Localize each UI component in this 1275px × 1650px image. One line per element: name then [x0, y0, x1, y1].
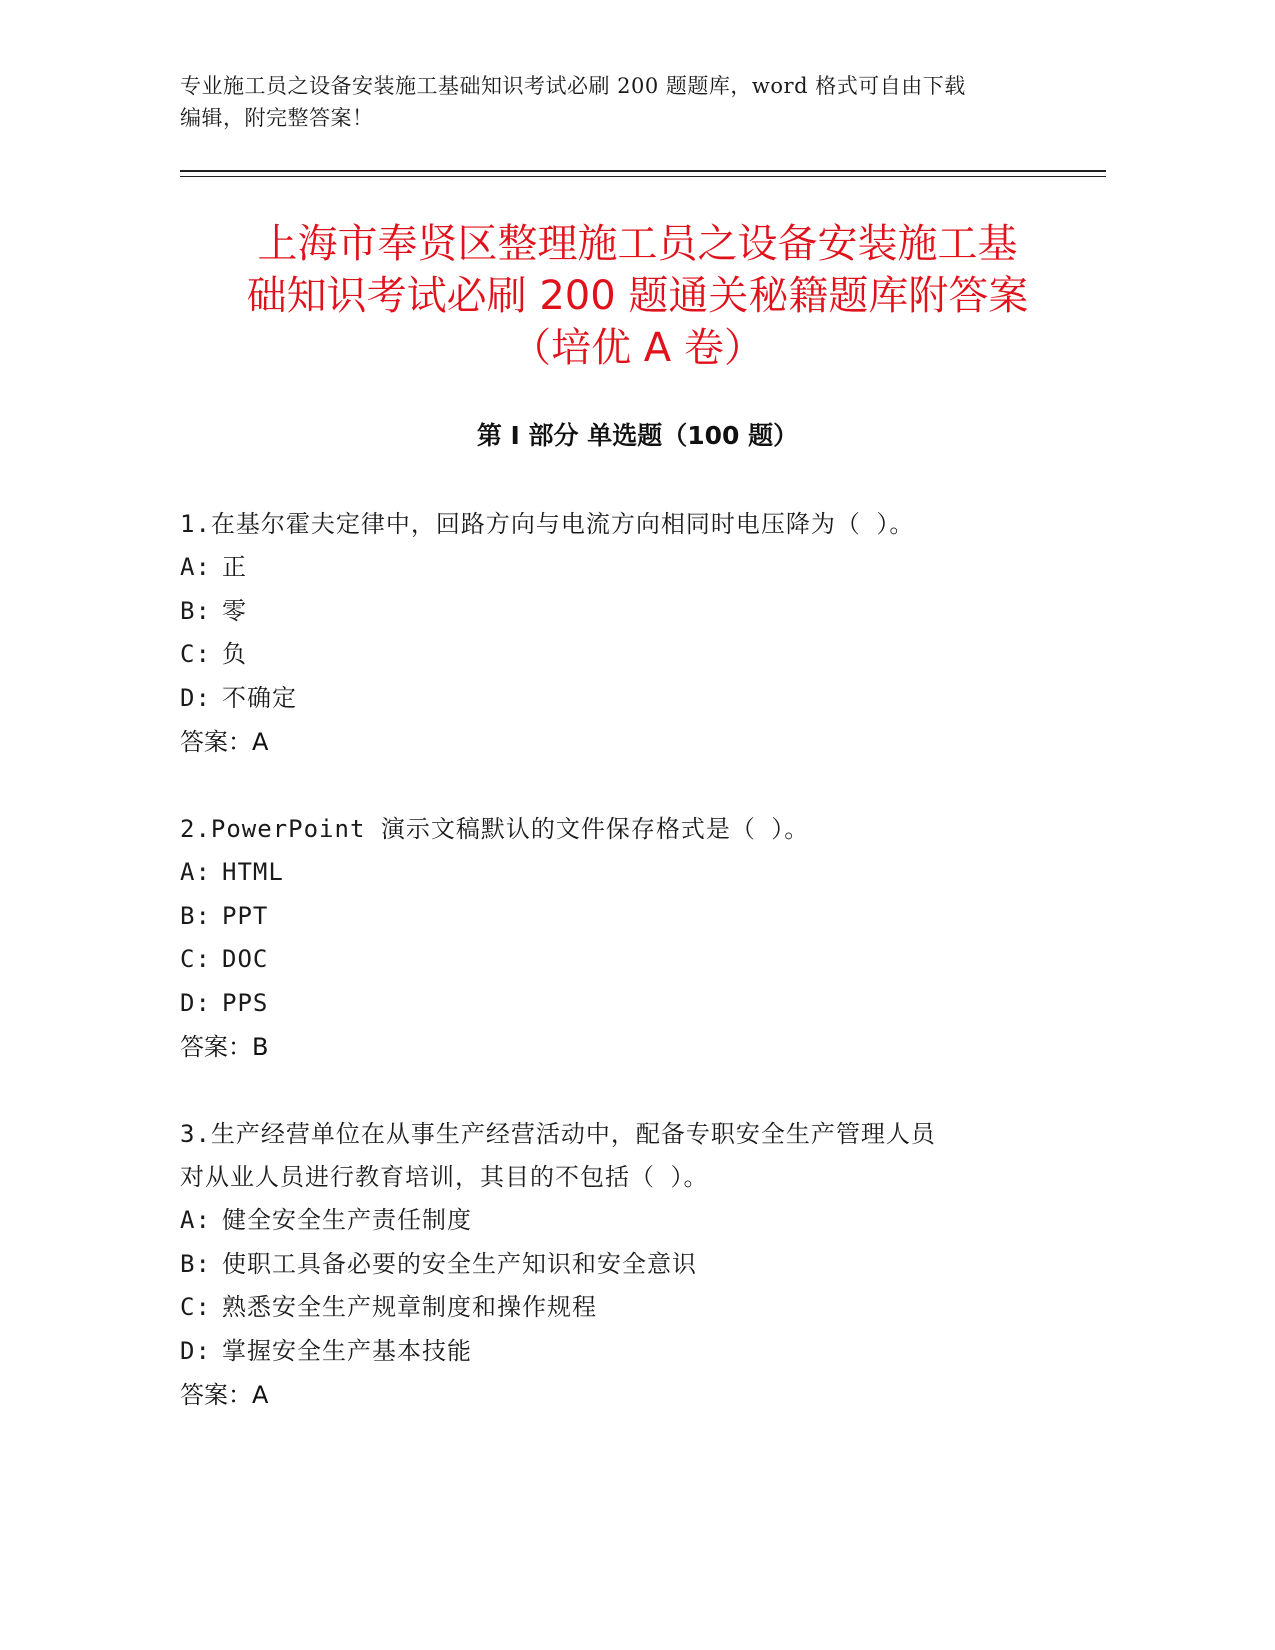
- option-letter: B:: [180, 596, 211, 625]
- document-title-line: 上海市奉贤区整理施工员之设备安装施工基: [257, 221, 1018, 267]
- option-text: PPS: [222, 988, 269, 1017]
- option-c: [180, 938, 1080, 982]
- option-text: 负: [222, 640, 247, 668]
- option-text: 正: [222, 553, 247, 581]
- header-note-line: 编辑，附完整答案！: [180, 106, 374, 130]
- answer-line: 答案：B: [180, 1033, 269, 1061]
- option-letter: C:: [180, 1293, 211, 1321]
- option-letter: C:: [180, 640, 211, 668]
- option-text: 使职工具备必要的安全生产知识和安全意识: [222, 1249, 697, 1278]
- option-d: [180, 1330, 1080, 1374]
- option-c: [180, 1286, 1080, 1330]
- option-text: PPT: [222, 901, 269, 930]
- option-a: [180, 851, 1080, 895]
- question-stem: 2.PowerPoint 演示文稿默认的文件保存格式是（ ）。: [180, 815, 810, 843]
- option-letter: A:: [180, 553, 211, 581]
- header-note: [180, 70, 1060, 134]
- option-letter: A:: [180, 1206, 211, 1234]
- question-3: [180, 1113, 1080, 1417]
- option-text: 不确定: [222, 683, 297, 712]
- header-divider-thick: [180, 170, 1106, 172]
- option-letter: D:: [180, 988, 211, 1017]
- option-letter: D:: [180, 1336, 211, 1365]
- option-text: 熟悉安全生产规章制度和操作规程: [222, 1293, 597, 1321]
- document-title-line: 础知识考试必刷 200 题通关秘籍题库附答案: [246, 273, 1029, 319]
- option-letter: B:: [180, 1249, 211, 1278]
- section-heading: 第 I 部分 单选题（100 题）: [476, 421, 799, 450]
- answer-line: 答案：A: [180, 728, 269, 756]
- option-c: [180, 633, 1080, 677]
- option-text: 健全安全生产责任制度: [222, 1206, 472, 1234]
- option-letter: A:: [180, 858, 211, 886]
- header-note-line: 专业施工员之设备安装施工基础知识考试必刷 200 题题库，word 格式可自由下载: [180, 74, 966, 98]
- question-2: [180, 808, 1080, 1069]
- header-divider-thin: [180, 176, 1106, 177]
- option-text: HTML: [222, 858, 284, 886]
- answer-line: 答案：A: [180, 1381, 269, 1409]
- option-text: 掌握安全生产基本技能: [222, 1336, 472, 1365]
- option-a: [180, 546, 1080, 590]
- question-stem: 对从业人员进行教育培训，其目的不包括（ ）。: [180, 1163, 709, 1191]
- option-d: [180, 982, 1080, 1026]
- option-b: [180, 895, 1080, 939]
- option-b: [180, 1243, 1080, 1287]
- document-title: [150, 218, 1125, 374]
- option-text: 零: [222, 596, 247, 625]
- option-d: [180, 677, 1080, 721]
- document-title-line: （培优 A 卷）: [511, 325, 764, 371]
- question-stem: 1.在基尔霍夫定律中，回路方向与电流方向相同时电压降为（ ）。: [180, 510, 915, 538]
- question-stem: 3.生产经营单位在从事生产经营活动中，配备专职安全生产管理人员: [180, 1120, 936, 1148]
- option-letter: C:: [180, 945, 211, 973]
- question-1: [180, 503, 1080, 764]
- option-text: DOC: [222, 945, 269, 973]
- option-b: [180, 590, 1080, 634]
- option-letter: B:: [180, 901, 211, 930]
- option-a: [180, 1199, 1080, 1243]
- option-letter: D:: [180, 683, 211, 712]
